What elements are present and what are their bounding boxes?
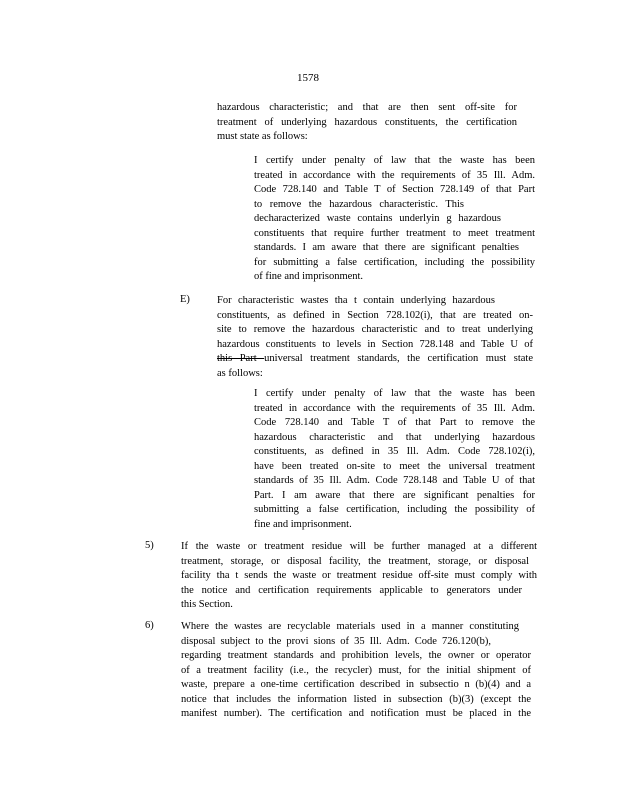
text-line: If the waste or treatment residue will be further managed at a different — [181, 541, 537, 552]
text-line: constituents that require further treatment to meet treatment — [254, 227, 535, 239]
text-line: standards of 35 Ill. Adm. Code 728.148 and Table U of that — [254, 475, 535, 486]
text-line: hazardous constituents to levels in Section 728.148 and Table U of — [217, 338, 533, 350]
text-line: fine and imprisonment. — [254, 518, 352, 530]
text-line: Where the wastes are recyclable materials used in a manner constituting — [181, 621, 519, 632]
item-6-paragraph — [181, 620, 531, 722]
text-line: facility tha t sends the waste or treatment residue off-site must comply with — [181, 570, 537, 581]
text-line: waste, prepare a one-time certification described in subsectio n (b)(4) and a — [181, 679, 531, 690]
text-line: treated in accordance with the requirements of 35 Ill. Adm. — [254, 169, 535, 181]
text-line: site to remove the hazardous characteristic and to treat underlying — [217, 324, 533, 335]
certification-quote-2 — [254, 387, 535, 532]
struck-text: this Part — [217, 353, 265, 364]
text-line: Code 728.140 and Table T of Section 728.149 of that Part — [254, 184, 535, 195]
text-line: constituents, as defined in Section 728.102(i), that are treated on- — [217, 309, 533, 321]
text-line: constituents, as defined in 35 Ill. Adm. Code 728.102(i), — [254, 446, 535, 457]
item-5-marker: 5) — [145, 540, 154, 551]
item-e-marker: E) — [180, 294, 190, 305]
text-line: Code 728.140 and Table T of that Part to remove the — [254, 417, 535, 428]
text-line: for submitting a false certification, including the possibility — [254, 256, 535, 268]
text-line: have been treated on-site to meet the universal treatment — [254, 460, 535, 472]
text-line: disposal subject to the provi sions of 35 Ill. Adm. Code 726.120(b), — [181, 635, 491, 647]
text-line: of a treatment facility (i.e., the recycler) must, for the initial shipment of — [181, 664, 531, 676]
text-line: regarding treatment standards and prohibition levels, the owner or operator — [181, 650, 531, 661]
text-line: as follows: — [217, 367, 263, 379]
text-line: decharacterized waste contains underlyin g hazardous — [254, 213, 501, 224]
certification-quote-1 — [254, 154, 535, 285]
item-e-paragraph — [217, 294, 533, 381]
text-line: manifest number). The certification and notification must be placed in the — [181, 708, 531, 719]
text-line: Part. I am aware that there are significant penalties for — [254, 489, 535, 501]
text-line: treated in accordance with the requirements of 35 Ill. Adm. — [254, 402, 535, 414]
text-line: I certify under penalty of law that the waste has been — [254, 388, 535, 399]
text-line: this Section. — [181, 599, 233, 610]
text-line: the notice and certification requirements applicable to generators under — [181, 584, 522, 596]
text-line: I certify under penalty of law that the waste has been — [254, 155, 535, 166]
text-after-strike: universal treatment standards, the certification must state — [264, 353, 533, 364]
text-line: treatment, storage, or disposal facility, the treatment, storage, or disposal — [181, 555, 529, 567]
text-line: notice that includes the information listed in subsection (b)(3) (except the — [181, 693, 531, 705]
text-line: to remove the hazardous characteristic. This — [254, 198, 464, 210]
text-line: submitting a false certification, including the possibility of — [254, 504, 535, 515]
text-line: of fine and imprisonment. — [254, 271, 364, 282]
text-line: For characteristic wastes tha t contain underlying hazardous — [217, 295, 495, 306]
text-line-with-strike — [217, 352, 533, 367]
page-number: 1578 — [297, 72, 319, 84]
intro-paragraph — [217, 101, 517, 145]
text-line: standards. I am aware that there are significant penalties — [254, 242, 519, 253]
item-6-marker: 6) — [145, 620, 154, 631]
text-line: must state as follows: — [217, 131, 308, 142]
text-line: hazardous characteristic; and that are then sent off-site for — [217, 102, 517, 113]
text-line: hazardous characteristic and that underlying hazardous — [254, 431, 535, 443]
item-5-paragraph — [181, 540, 537, 613]
text-line: treatment of underlying hazardous constituents, the certification — [217, 116, 517, 128]
